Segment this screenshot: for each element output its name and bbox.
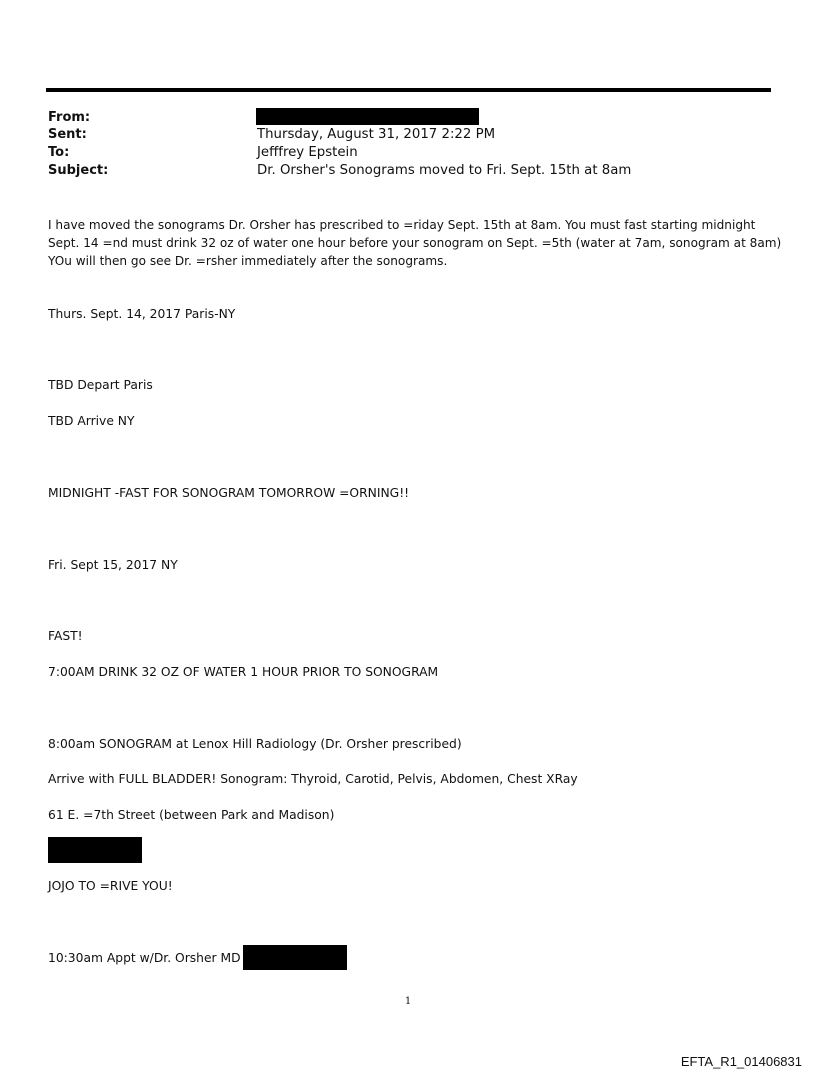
redacted-block [48,837,142,863]
document-id: EFTA_R1_01406831 [680,1054,802,1069]
water-line: 7:00AM DRINK 32 OZ OF WATER 1 HOUR PRIOR TO SONOGRAM [48,665,439,679]
header-divider [46,88,771,92]
bladder-line: Arrive with FULL BLADDER! Sonogram: Thyroid, Carotid, Pelvis, Abdomen, Chest XRay [48,772,578,786]
subject-label: Subject: [48,163,109,178]
sent-value: Thursday, August 31, 2017 2:22 PM [257,127,496,142]
midnight-fast-line: MIDNIGHT -FAST FOR SONOGRAM TOMORROW =ORNING!! [48,486,410,500]
depart-line: TBD Depart Paris [48,378,153,392]
redacted-from-value [256,108,479,125]
subject-value: Dr. Orsher's Sonograms moved to Fri. Sept. 15th at 8am [257,163,632,178]
day2-header: Fri. Sept 15, 2017 NY [48,558,178,572]
arrive-line: TBD Arrive NY [48,414,135,428]
drive-line: JOJO TO =RIVE YOU! [48,879,173,893]
fast-line: FAST! [48,629,83,643]
address-line: 61 E. =7th Street (between Park and Madison) [48,808,335,822]
from-label: From: [48,110,91,125]
sent-label: Sent: [48,127,87,142]
redacted-appt-detail [243,945,347,970]
appt-line: 10:30am Appt w/Dr. Orsher MD [48,951,241,965]
to-label: To: [48,145,70,160]
intro-line-2: Sept. 14 =nd must drink 32 oz of water one hour before your sonogram on Sept. =5th (water at 7am, sonogram at 8am) [48,236,782,250]
intro-line-1: I have moved the sonograms Dr. Orsher has prescribed to =riday Sept. 15th at 8am. You must fast starting midnight [48,218,756,232]
day1-header: Thurs. Sept. 14, 2017 Paris-NY [48,307,236,321]
page-number: 1 [404,996,412,1007]
to-value: Jefffrey Epstein [257,145,358,160]
intro-line-3: YOu will then go see Dr. =rsher immediately after the sonograms. [48,254,448,268]
sonogram-line: 8:00am SONOGRAM at Lenox Hill Radiology (Dr. Orsher prescribed) [48,737,462,751]
